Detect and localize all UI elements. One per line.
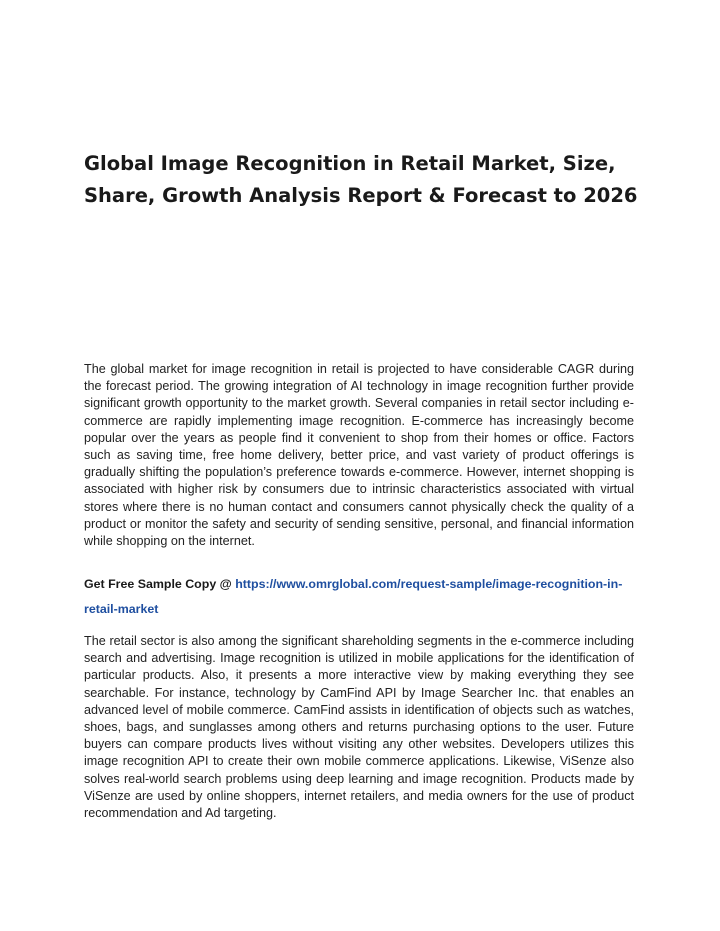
intro-paragraph: The global market for image recognition in retail is projected to have considerable CAGR during the forecast period. The growing integration of AI technology in image recognition further provide significant growth opportunity to the market growth. Several companies in retail sector including e-commerce are rapidly implementing image recognition. E-commerce has increasingly become popular over the years as people find it convenient to shop from their homes or office. Factors such as saving time, free home delivery, better price, and vast variety of product offerings is gradually shifting the population’s preference towards e-commerce. However, internet shopping is associated with higher risk by consumers due to intrinsic characteristics associated with virtual stores where there is no human contact and consumers cannot physically check the quality of a product or monitor the safety and security of sending sensitive, personal, and financial information while shopping on the internet. — [84, 362, 634, 549]
document-title: Global Image Recognition in Retail Market, Size, Share, Growth Analysis Report & Forecast to 2026 — [84, 152, 638, 207]
sample-copy-link[interactable]: https://www.omrglobal.com/request-sample/image-recognition-in-retail-market — [84, 577, 623, 616]
retail-sector-paragraph: The retail sector is also among the significant shareholding segments in the e-commerce including search and advertising. Image recognition is utilized in mobile applications for the identification of particular products. Also, it presents a more interactive view by making everything they see searchable. For instance, technology by CamFind API by Image Searcher Inc. that enables an advanced level of mobile commerce. CamFind assists in identification of objects such as watches, shoes, bags, and sunglasses among others and returns purchasing options to the user. Future buyers can compare products lives without visiting any other websites. Developers utilizes this image recognition API to create their own mobile commerce applications. Likewise, ViSenze also solves real-world search problems using deep learning and image recognition. Products made by ViSenze are used by online shoppers, internet retailers, and media owners for the use of product recommendation and Ad targeting. — [84, 634, 634, 821]
sample-copy-label: Get Free Sample Copy @ — [84, 577, 236, 591]
sample-copy-line — [84, 572, 640, 622]
